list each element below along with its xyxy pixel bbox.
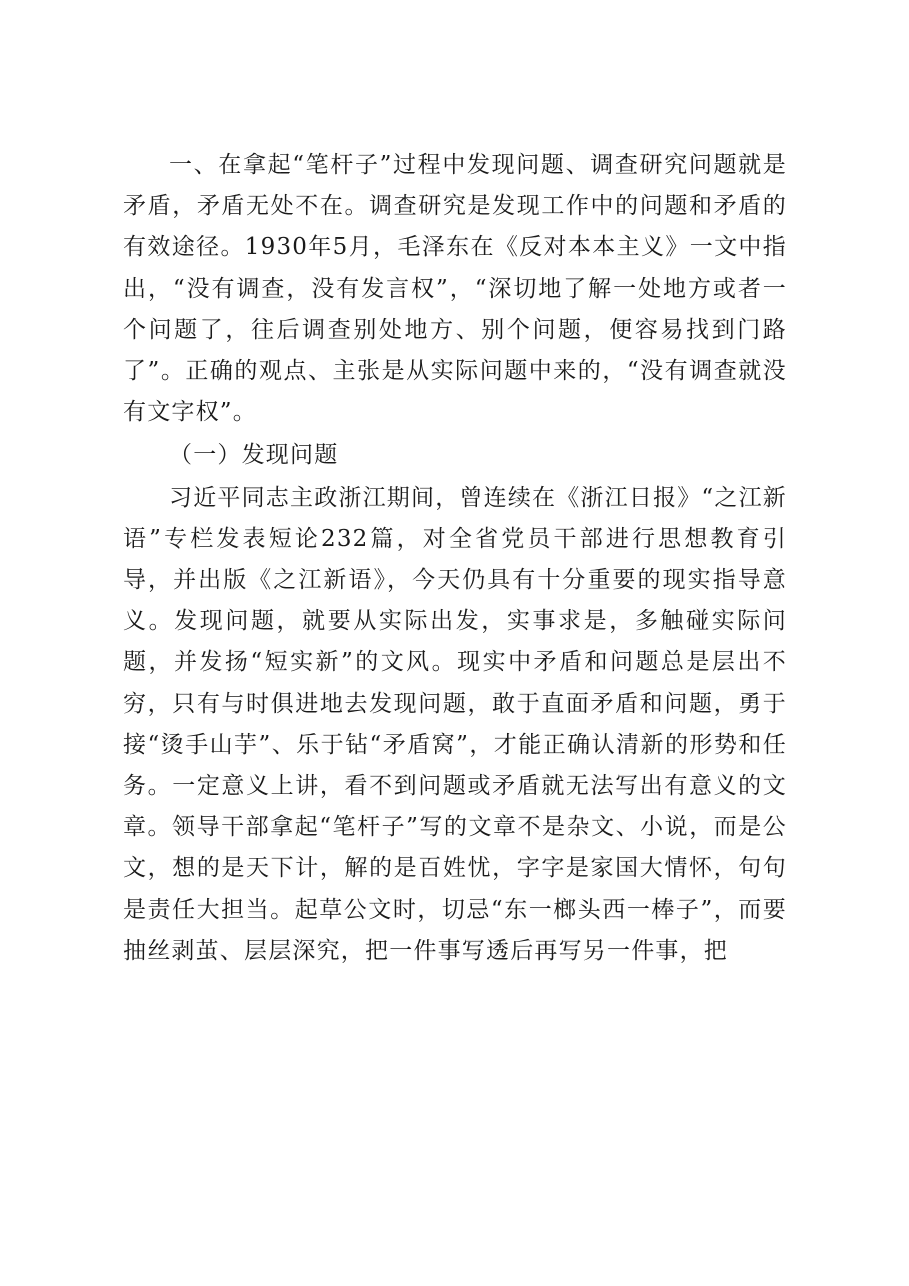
paragraph-find-problems: 习近平同志主政浙江期间，曾连续在《浙江日报》“之江新语”专栏发表短论232篇，对全省党员干部进行思想教育引导，并出版《之江新语》，今天仍具有十分重要的现实指导意义。发现问题，就要从实际出发，实事求是，多触碰实际问题，并发扬“短实新”的文风。现实中矛盾和问题总是层出不穷，只有与时俱进地去发现问题，敢于直面矛盾和问题，勇于接“烫手山芋”、乐于钻“矛盾窝”，才能正确认清新的形势和任务。一定意义上讲，看不到问题或矛盾就无法写出有意义的文章。领导干部拿起“笔杆子”写的文章不是杂文、小说，而是公文，想的是天下计，解的是百姓忧，字字是家国大情怀，句句是责任大担当。起草公文时，切忌“东一榔头西一棒子”，而要抽丝剥茧、层层深究，把一件事写透后再写另一件事，把 <box>123 484 787 964</box>
paragraph-investigation-intro: 一、在拿起“笔杆子”过程中发现问题、调查研究问题就是矛盾，矛盾无处不在。调查研究是发现工作中的问题和矛盾的有效途径。1930年5月，毛泽东在《反对本本主义》一文中指出，“没有调查，没有发言权”，“深切地了解一处地方或者一个问题了，往后调查别处地方、别个问题，便容易找到门路了”。正确的观点、主张是从实际问题中来的，“没有调查就没有文字权”。 <box>123 152 787 426</box>
document-body <box>123 145 787 972</box>
section-heading-find-problems: （一）发现问题 <box>169 442 339 469</box>
